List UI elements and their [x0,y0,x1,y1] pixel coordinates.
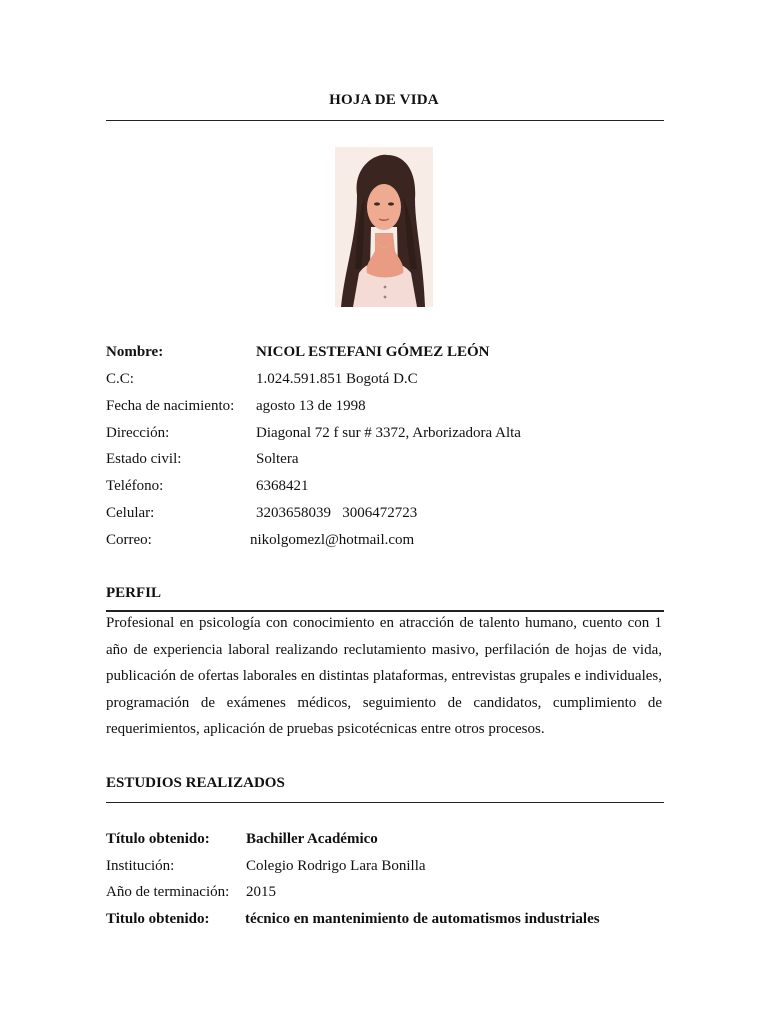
cc-label: C.C: [106,371,134,387]
correo-value: nikolgomezl@hotmail.com [250,532,415,548]
portrait-image [335,147,433,307]
direccion-value: Diagonal 72 f sur # 3372, Arborizadora Alta [256,425,521,441]
institucion-value: Colegio Rodrigo Lara Bonilla [246,858,426,874]
title-divider [106,120,664,121]
titulo1-value: Bachiller Académico [246,831,378,847]
titulo1-label: Título obtenido: [106,831,210,847]
perfil-heading: PERFIL [106,585,162,601]
nombre-value: NICOL ESTEFANI GÓMEZ LEÓN [256,344,490,360]
estado-label: Estado civil: [106,451,182,467]
profile-photo [335,147,433,307]
nombre-label: Nombre: [106,344,164,360]
anio-value: 2015 [246,884,276,900]
estudios-heading: ESTUDIOS REALIZADOS [106,775,285,791]
cc-value: 1.024.591.851 Bogotá D.C [256,371,418,387]
estudios-divider [106,802,664,803]
titulo2-label: Titulo obtenido: [106,911,210,927]
fecha-label: Fecha de nacimiento: [106,398,235,414]
document-title: HOJA DE VIDA [329,92,439,108]
celular-label: Celular: [106,505,155,521]
estado-value: Soltera [256,451,299,467]
titulo2-value: técnico en mantenimiento de automatismos industriales [245,911,600,927]
perfil-text: Profesional en psicología con conocimiento en atracción de talento humano, cuento con 1 año de experiencia laboral realizando reclutamiento masivo, perfilación de hojas de vida, publicación de ofertas laborales en distintas plataformas, entrevistas grupales e individuales, programación de exámenes médicos, seguimiento de candidatos, cumplimiento de requerimientos, aplicación de pruebas psicotécnicas entre otros procesos. [106,615,662,738]
institucion-label: Institución: [106,858,175,874]
telefono-value: 6368421 [256,478,309,494]
correo-label: Correo: [106,532,152,548]
direccion-label: Dirección: [106,425,170,441]
telefono-label: Teléfono: [106,478,164,494]
fecha-value: agosto 13 de 1998 [256,398,366,414]
anio-label: Año de terminación: [106,884,230,900]
celular-value: 3203658039 3006472723 [256,505,418,521]
